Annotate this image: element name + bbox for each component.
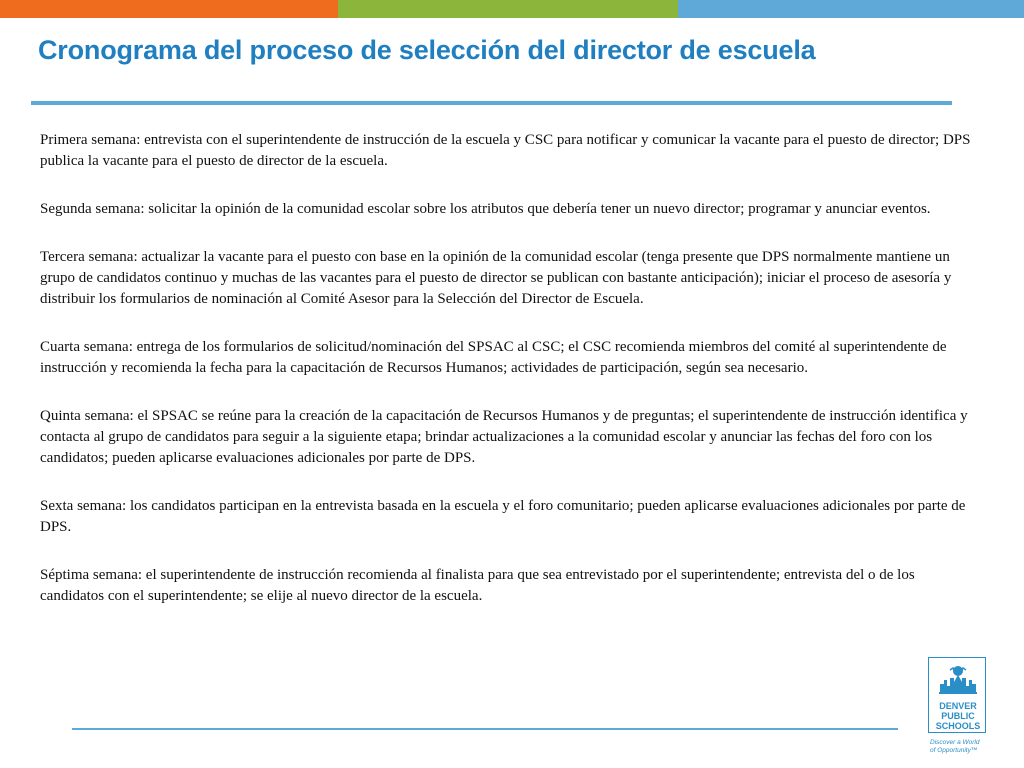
top-bar-green-segment: [338, 0, 678, 18]
week-1-paragraph: Primera semana: entrevista con el superintendente de instrucción de la escuela y CSC para notificar y comunicar la vacante para el puesto de director; DPS publica la vacante para el puesto de director de la escuela.: [40, 132, 971, 169]
logo-box: [928, 657, 986, 733]
week-4-paragraph: Cuarta semana: entrega de los formularios de solicitud/nominación del SPSAC al CSC; el CSC recomienda miembros del comité al superintendente de instrucción y recomienda la fecha para la capacitación de Recursos Humanos; actividades de participación, según sea necesario.: [40, 339, 947, 376]
timeline-body: [40, 130, 975, 634]
city-skyline-icon: [936, 662, 980, 696]
week-7-paragraph: Séptima semana: el superintendente de instrucción recomienda al finalista para que sea entrevistado por el superintendente; entrevista del o de los candidatos con el superintendente; se elije al nuevo director de la escuela.: [40, 567, 915, 604]
top-color-bar: [0, 0, 1024, 18]
week-2-paragraph: Segunda semana: solicitar la opinión de la comunidad escolar sobre los atributos que debería tener un nuevo director; programar y anunciar eventos.: [40, 201, 931, 217]
logo-word-public: PUBLIC: [941, 711, 975, 721]
title-divider: [31, 101, 952, 105]
logo-tagline-line-1: Discover a World: [930, 739, 980, 746]
denver-public-schools-logo: [928, 657, 988, 763]
top-bar-orange-segment: [0, 0, 338, 18]
logo-word-denver: DENVER: [939, 701, 977, 711]
week-6-paragraph: Sexta semana: los candidatos participan en la entrevista basada en la escuela y el foro comunitario; pueden aplicarse evaluaciones adicionales por parte de DPS.: [40, 498, 966, 535]
logo-tagline: [930, 739, 988, 755]
logo-word-schools: SCHOOLS: [935, 721, 981, 731]
footer-divider: [72, 728, 898, 730]
slide-title: Cronograma del proceso de selección del director de escuela: [38, 35, 816, 65]
week-3-paragraph: Tercera semana: actualizar la vacante para el puesto con base en la opinión de la comunidad escolar (tenga presente que DPS normalmente mantiene un grupo de candidatos continuo y muchas de las vacantes para el puesto de director se publican con bastante anticipación); iniciar el proceso de asesoría y distribuir los formularios de nominación al Comité Asesor para la Selección del Director de Escuela.: [40, 249, 952, 307]
logo-tagline-line-2: of Opportunity™: [930, 747, 978, 754]
top-bar-blue-segment: [678, 0, 1024, 18]
week-5-paragraph: Quinta semana: el SPSAC se reúne para la creación de la capacitación de Recursos Humanos y de preguntas; el superintendente de instrucción identifica y contacta al grupo de candidatos para seguir a la siguiente etapa; brindar actualizaciones a la comunidad escolar y anunciar las fechas del foro con los candidatos; pueden aplicarse evaluaciones adicionales por parte de DPS.: [40, 408, 968, 466]
